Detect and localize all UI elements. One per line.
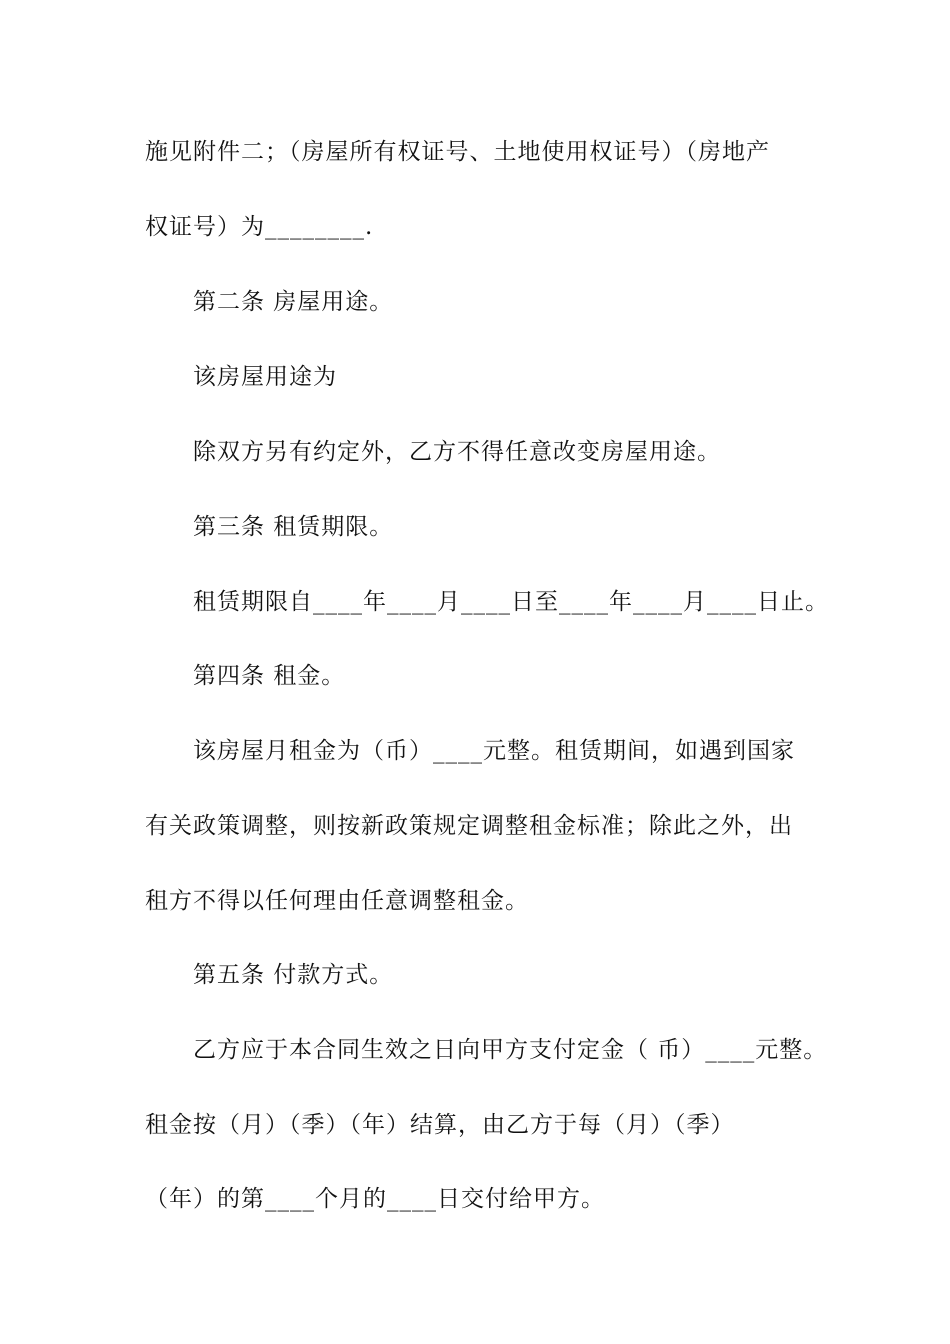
article-heading: 第四条 租金。	[193, 663, 346, 689]
article-heading: 第三条 租赁期限。	[193, 514, 394, 540]
article-heading: 第二条 房屋用途。	[193, 289, 394, 315]
paragraph-line: 施见附件二；（房屋所有权证号、土地使用权证号）（房地产	[145, 139, 770, 165]
paragraph-line: 租方不得以任何理由任意调整租金。	[145, 888, 529, 914]
paragraph-line: 租赁期限自____年____月____日至____年____月____日止。	[193, 589, 829, 615]
paragraph-line: 租金按（月）（季）（年）结算，由乙方于每（月）（季）	[145, 1112, 735, 1138]
paragraph-line: 乙方应于本合同生效之日向甲方支付定金（ 币）____元整。	[193, 1037, 828, 1063]
article-heading: 第五条 付款方式。	[193, 962, 394, 988]
paragraph-line: 权证号）为________.	[145, 214, 374, 240]
paragraph-line: 该房屋月租金为（币）____元整。租赁期间，如遇到国家	[193, 738, 795, 764]
paragraph-line: 除双方另有约定外，乙方不得任意改变房屋用途。	[193, 439, 721, 465]
paragraph-line: 该房屋用途为	[193, 364, 337, 390]
paragraph-line: （年）的第____个月的____日交付给甲方。	[145, 1186, 605, 1212]
paragraph-line: 有关政策调整，则按新政策规定调整租金标准；除此之外，出	[145, 813, 793, 839]
